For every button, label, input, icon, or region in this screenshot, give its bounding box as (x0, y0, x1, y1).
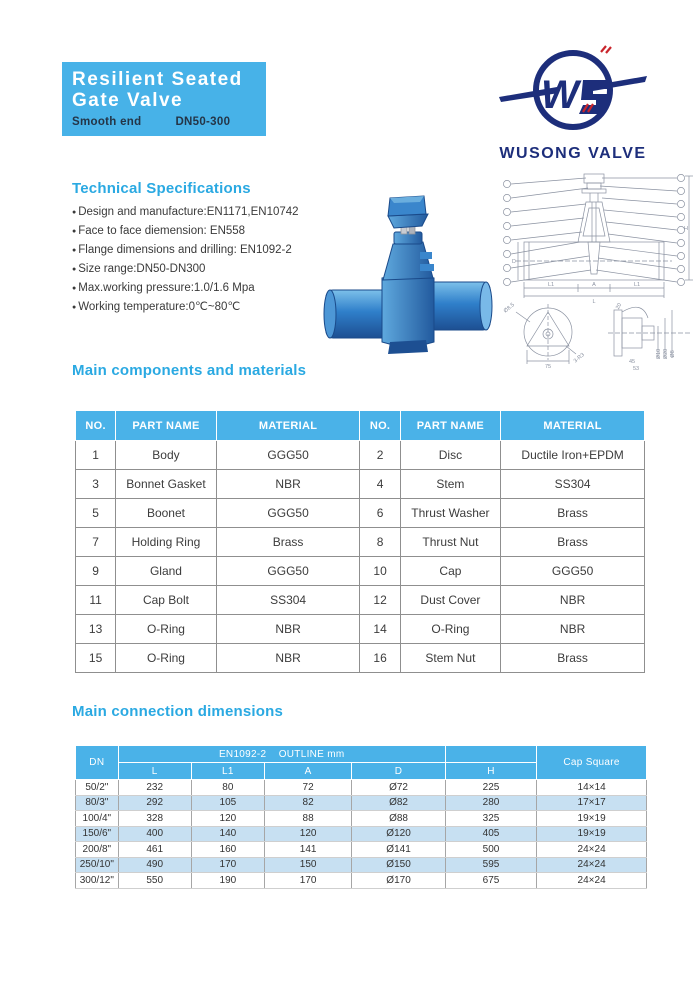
column-header: A (264, 763, 351, 780)
table-row (76, 557, 645, 586)
table-cell: 3 (76, 470, 116, 499)
table-header-row (76, 411, 645, 441)
table-cell: Stem Nut (400, 644, 501, 673)
spec-item: ● Max.working pressure:1.0/1.6 Mpa (72, 279, 299, 298)
valve-technical-drawing (496, 162, 696, 372)
table-cell: 19×19 (537, 811, 647, 827)
wusong-logo-icon (495, 42, 651, 138)
table-cell: 250/10" (76, 857, 119, 873)
table-cell: 2 (360, 441, 400, 470)
table-cell: 24×24 (537, 842, 647, 858)
table-cell: 50/2" (76, 780, 119, 796)
table-row (76, 826, 647, 842)
table-row (76, 441, 645, 470)
spec-item: ● Flange dimensions and drilling: EN1092-2 (72, 241, 299, 260)
components-heading: Main components and materials (72, 362, 307, 379)
table-cell: Stem (400, 470, 501, 499)
table-cell: 5 (76, 499, 116, 528)
table-cell: 150 (264, 857, 351, 873)
drawing-dim-label: Ø10 (656, 348, 662, 360)
table-cell: Ø170 (352, 873, 445, 889)
table-cell: 170 (264, 873, 351, 889)
table-cell: 13 (76, 615, 116, 644)
table-cell: GGG50 (216, 499, 360, 528)
valve-photo-image (320, 190, 496, 360)
table-cell: Ø150 (352, 857, 445, 873)
spec-item: ● Face to face diemension: EN558 (72, 222, 299, 241)
drawing-dim-label: 75 (544, 364, 552, 370)
spec-item: ● Size range:DN50-DN300 (72, 260, 299, 279)
drawing-dim-label: Ø8.5 (502, 302, 516, 315)
table-cell: 120 (264, 826, 351, 842)
table-cell: Ø120 (352, 826, 445, 842)
drawing-dim-label: Ø20 (663, 348, 669, 360)
table-cell: GGG50 (501, 557, 645, 586)
column-header: PART NAME (400, 411, 501, 441)
table-cell: Ductile Iron+EPDM (501, 441, 645, 470)
table-cell: Cap (400, 557, 501, 586)
table-cell: O-Ring (116, 644, 217, 673)
table-cell: Cap Bolt (116, 586, 217, 615)
drawing-dim-label: L1 (547, 282, 555, 288)
column-header: D (352, 763, 445, 780)
table-cell: 400 (118, 826, 191, 842)
drawing-dim-label: L1 (633, 282, 641, 288)
table-cell: NBR (216, 470, 360, 499)
table-row (76, 857, 647, 873)
table-cell: 8 (360, 528, 400, 557)
specs-heading: Technical Specifications (72, 180, 251, 197)
table-cell: 325 (445, 811, 536, 827)
table-cell: 170 (191, 857, 264, 873)
table-cell: 500 (445, 842, 536, 858)
drawing-dim-label: 45 (628, 359, 636, 365)
table-cell: 150/6" (76, 826, 119, 842)
table-cell: 72 (264, 780, 351, 796)
table-cell: Brass (501, 499, 645, 528)
table-cell: NBR (501, 586, 645, 615)
table-cell: Holding Ring (116, 528, 217, 557)
table-cell: 100/4" (76, 811, 119, 827)
table-cell: GGG50 (216, 441, 360, 470)
drawing-dim-label: H (684, 226, 688, 232)
table-cell: NBR (216, 615, 360, 644)
table-cell: 12 (360, 586, 400, 615)
table-cell: 80/3" (76, 795, 119, 811)
table-cell: Gland (116, 557, 217, 586)
table-cell: 11 (76, 586, 116, 615)
brand-logo (495, 42, 651, 163)
column-header: MATERIAL (216, 411, 360, 441)
table-cell: 80 (191, 780, 264, 796)
drawing-dim-label: Ø8 (670, 350, 676, 358)
table-cell: 82 (264, 795, 351, 811)
product-title-block (62, 62, 266, 136)
column-header: H (445, 763, 536, 780)
table-row (76, 873, 647, 889)
table-cell: 120 (191, 811, 264, 827)
table-cell: 300/12" (76, 873, 119, 889)
table-cell: Bonnet Gasket (116, 470, 217, 499)
column-header-spacer (445, 746, 536, 763)
table-cell: SS304 (501, 470, 645, 499)
table-cell: O-Ring (116, 615, 217, 644)
column-header: L (118, 763, 191, 780)
table-cell: 24×24 (537, 873, 647, 889)
table-row (76, 528, 645, 557)
table-row (76, 586, 645, 615)
drawing-dim-label: 20 (615, 302, 624, 311)
table-cell: 6 (360, 499, 400, 528)
table-cell: 19×19 (537, 826, 647, 842)
dimensions-heading: Main connection dimensions (72, 703, 284, 720)
table-cell: 16 (360, 644, 400, 673)
drawing-dim-label: 3-R3 (572, 352, 586, 365)
table-cell: NBR (216, 644, 360, 673)
table-cell: Brass (501, 644, 645, 673)
table-cell: 17×17 (537, 795, 647, 811)
table-row (76, 615, 645, 644)
table-cell: 328 (118, 811, 191, 827)
product-title-line2: Gate Valve (72, 90, 184, 111)
spec-item: ● Design and manufacture:EN1171,EN10742 (72, 203, 299, 222)
column-header: PART NAME (116, 411, 217, 441)
components-table (75, 410, 645, 673)
table-cell: 490 (118, 857, 191, 873)
table-cell: 15 (76, 644, 116, 673)
table-cell: 14 (360, 615, 400, 644)
table-cell: SS304 (216, 586, 360, 615)
table-cell: O-Ring (400, 615, 501, 644)
table-header-row (76, 746, 647, 763)
table-cell: 675 (445, 873, 536, 889)
table-row (76, 644, 645, 673)
table-row (76, 470, 645, 499)
table-cell: 105 (191, 795, 264, 811)
table-cell: Ø141 (352, 842, 445, 858)
table-cell: 140 (191, 826, 264, 842)
table-cell: 88 (264, 811, 351, 827)
table-row (76, 811, 647, 827)
table-cell: Brass (216, 528, 360, 557)
size-range-label: DN50-300 (175, 116, 231, 128)
column-group-header: EN1092-2 OUTLINE mm (118, 746, 445, 763)
table-cell: 225 (445, 780, 536, 796)
column-header: MATERIAL (501, 411, 645, 441)
table-cell: Ø82 (352, 795, 445, 811)
table-row (76, 780, 647, 796)
column-header: Cap Square (537, 746, 647, 780)
column-header: DN (76, 746, 119, 780)
table-cell: GGG50 (216, 557, 360, 586)
table-cell: 9 (76, 557, 116, 586)
table-cell: Thrust Washer (400, 499, 501, 528)
table-cell: 1 (76, 441, 116, 470)
drawing-dim-label: D (512, 259, 516, 265)
table-cell: Ø72 (352, 780, 445, 796)
dimensions-table (75, 745, 647, 889)
table-cell: Disc (400, 441, 501, 470)
drawing-dim-label: 53 (632, 366, 640, 372)
table-cell: Ø88 (352, 811, 445, 827)
table-cell: 595 (445, 857, 536, 873)
table-cell: 200/8" (76, 842, 119, 858)
table-cell: 141 (264, 842, 351, 858)
table-cell: Dust Cover (400, 586, 501, 615)
table-cell: Brass (501, 528, 645, 557)
table-cell: 232 (118, 780, 191, 796)
table-cell: 550 (118, 873, 191, 889)
product-title-line1: Resilient Seated (72, 69, 243, 90)
table-cell: 190 (191, 873, 264, 889)
table-cell: Thrust Nut (400, 528, 501, 557)
table-cell: 292 (118, 795, 191, 811)
table-cell: 14×14 (537, 780, 647, 796)
specs-list (72, 203, 299, 317)
table-cell: 7 (76, 528, 116, 557)
drawing-dim-label: A (592, 282, 596, 288)
drawing-dim-label: L (592, 299, 596, 305)
column-header: NO. (360, 411, 400, 441)
brand-name: WUSONG VALVE (499, 145, 647, 162)
table-cell: Body (116, 441, 217, 470)
table-cell: Boonet (116, 499, 217, 528)
end-type-label: Smooth end (72, 116, 142, 128)
svg-text:W: W (541, 73, 579, 117)
table-row (76, 842, 647, 858)
table-cell: 4 (360, 470, 400, 499)
table-cell: 10 (360, 557, 400, 586)
table-cell: 24×24 (537, 857, 647, 873)
column-header: NO. (76, 411, 116, 441)
table-cell: 461 (118, 842, 191, 858)
table-row (76, 499, 645, 528)
spec-item: ● Working temperature:0℃~80℃ (72, 298, 299, 317)
table-row (76, 795, 647, 811)
table-cell: NBR (501, 615, 645, 644)
product-subtitle (72, 116, 258, 128)
column-header: L1 (191, 763, 264, 780)
table-cell: 160 (191, 842, 264, 858)
table-cell: 280 (445, 795, 536, 811)
table-cell: 405 (445, 826, 536, 842)
